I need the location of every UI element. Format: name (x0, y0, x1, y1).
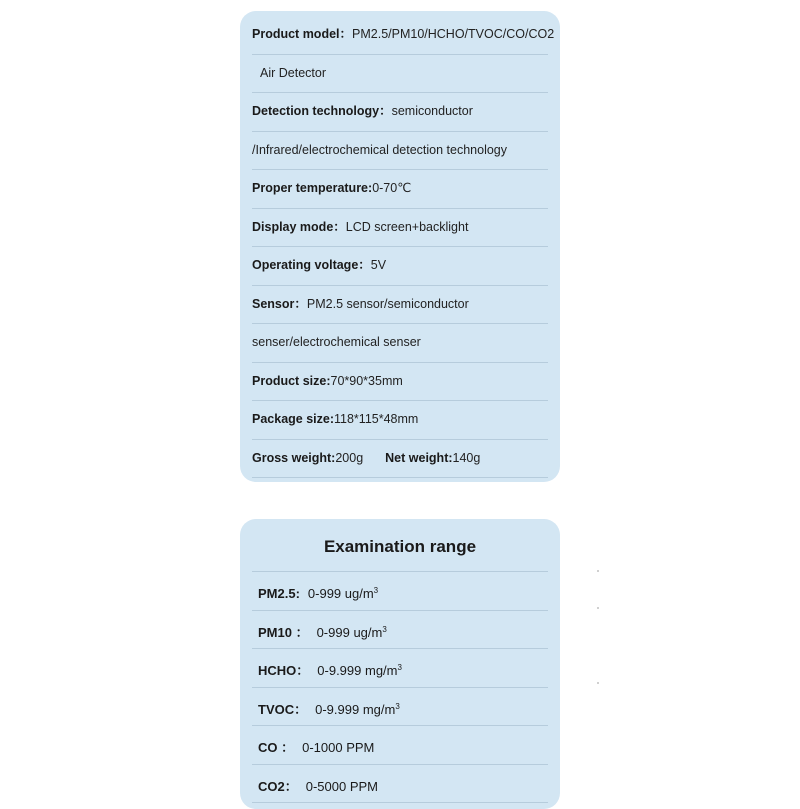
range-label: CO ： (258, 740, 295, 755)
range-value: 0-5000 PPM (305, 778, 378, 794)
spec-value: 0-70℃ (372, 181, 412, 195)
range-row-co2 (252, 765, 548, 804)
decorative-dot (597, 682, 599, 684)
spec-row-package-size (252, 401, 548, 440)
spec-row-sensor-cont (252, 324, 548, 363)
spec-value: 118*115*48mm (334, 412, 419, 426)
spec-value: 70*90*35mm (330, 373, 403, 388)
spec-label: Sensor： (252, 296, 307, 311)
range-row-pm25 (252, 572, 548, 611)
range-value: 0-9.999 $mg/m^3$ (315, 701, 400, 717)
spec-label: Detection technology： (252, 104, 392, 118)
spec-value: PM2.5 sensor/semiconductor (306, 296, 469, 311)
range-label: PM2.5: (258, 586, 300, 601)
specification-card (240, 11, 560, 482)
range-label: TVOC： (258, 701, 308, 717)
spec-row-sensor (252, 286, 548, 325)
gross-weight-label: Gross weight: (252, 450, 336, 465)
range-label: HCHO： (258, 663, 310, 678)
spec-value: senser/electrochemical senser (252, 335, 421, 349)
range-label: PM10 ： (258, 624, 309, 640)
spec-value: semiconductor (391, 104, 473, 118)
examination-range-card (240, 519, 560, 809)
spec-value: 5V (370, 258, 387, 272)
spec-label: Proper temperature: (252, 181, 373, 195)
spec-row-product-model-cont (252, 55, 548, 94)
decorative-dot (597, 607, 599, 609)
spec-row-weight (252, 440, 548, 479)
range-value: 0-9.999 $mg/m^3$ (317, 663, 402, 678)
spec-row-product-size (252, 363, 548, 402)
spec-row-display-mode (252, 209, 548, 248)
decorative-dot (597, 570, 599, 572)
range-row-hcho (252, 649, 548, 688)
spec-row-proper-temperature (252, 170, 548, 209)
spec-label: Display mode： (252, 219, 346, 234)
spec-value: PM2.5/PM10/HCHO/TVOC/CO/CO2 (352, 27, 555, 41)
spec-row-product-model (252, 16, 555, 55)
range-label: CO2： (258, 778, 298, 794)
spec-row-detection-technology-cont (252, 132, 548, 171)
spec-label: Operating voltage： (252, 258, 371, 272)
range-value: 0-1000 PPM (302, 740, 375, 755)
spec-value: /Infrared/electrochemical detection technology (252, 142, 508, 157)
range-row-co (252, 726, 548, 765)
range-row-pm10 (252, 611, 548, 650)
spec-label: Product size: (252, 373, 331, 388)
spec-row-operating-voltage (252, 247, 548, 286)
net-weight-value: 140g (452, 450, 481, 465)
spec-label: Package size: (252, 412, 334, 426)
net-weight-label: Net weight: (385, 450, 453, 465)
range-value: 0-999 $ug/m^3$ (316, 624, 387, 640)
gross-weight-value: 200g (335, 450, 364, 465)
spec-value: Air Detector (260, 65, 326, 80)
spec-label: Product model： (252, 27, 353, 41)
range-row-tvoc (252, 688, 548, 727)
range-title: Examination range (252, 519, 548, 572)
range-value: 0-999 $ug/m^3$ (307, 586, 379, 601)
spec-value: LCD screen+backlight (345, 219, 469, 234)
spec-row-detection-technology (252, 93, 548, 132)
